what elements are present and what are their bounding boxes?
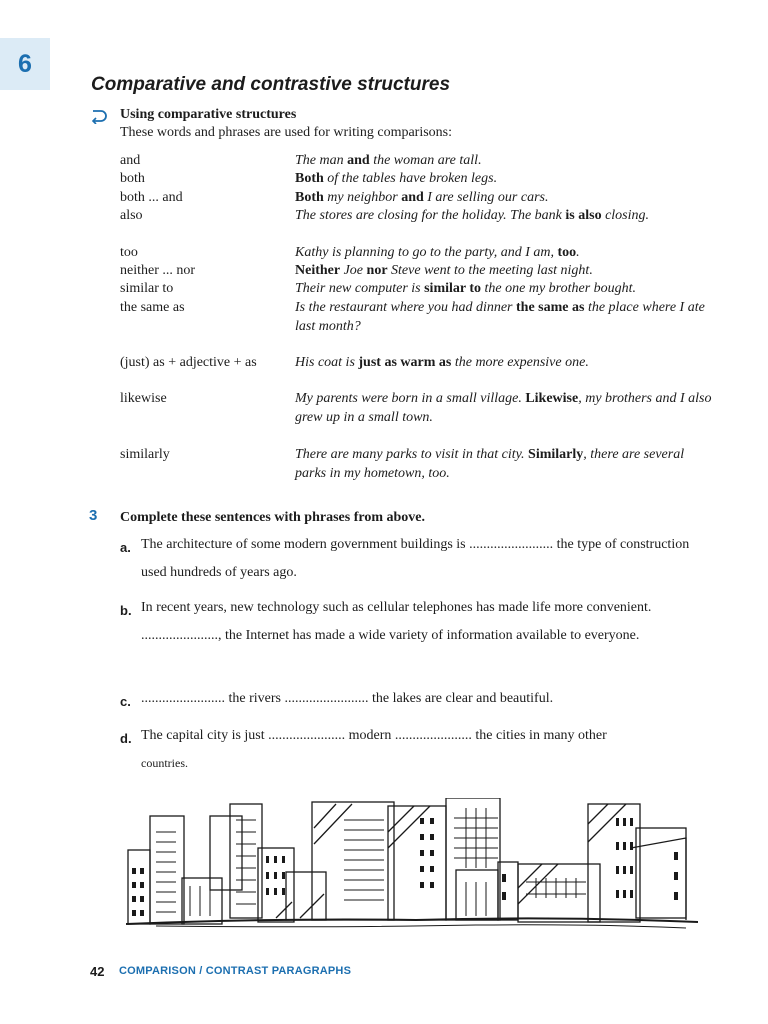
exercise-item-letter: d. xyxy=(120,731,132,746)
structure-example: The stores are closing for the holiday. The bank is also closing. xyxy=(295,208,650,223)
exercise-item-letter: b. xyxy=(120,603,132,618)
structure-term: (just) as + adjective + as xyxy=(120,355,257,370)
structure-example: Neither Joe nor Steve went to the meeting last night. xyxy=(295,263,593,278)
structure-example: My parents were born in a small village. Likewise, my brothers and I also grew up in a small town. xyxy=(295,391,712,425)
structure-example: Both of the tables have broken legs. xyxy=(295,171,498,186)
structure-term: and xyxy=(120,153,141,168)
structure-term: likewise xyxy=(120,391,167,406)
chapter-tab xyxy=(0,38,50,90)
structure-term: similarly xyxy=(120,447,170,462)
exercise-item-text-end: countries. xyxy=(141,755,188,770)
chapter-number: 6 xyxy=(18,49,32,78)
structure-term: also xyxy=(120,208,143,223)
structure-example: Both my neighbor and I are selling our cars. xyxy=(295,190,549,205)
exercise-item-text: The architecture of some modern government buildings is ........................ the type of construction used hundreds of years ago. xyxy=(141,537,690,580)
exercise-number: 3 xyxy=(89,507,98,524)
structure-term: neither ... nor xyxy=(120,263,196,278)
structure-example: There are many parks to visit in that city. Similarly, there are several parks in my hometown, too. xyxy=(295,447,685,481)
page-title: Comparative and contrastive structures xyxy=(91,74,451,95)
exercise-item-text-main: The capital city is just ...................... modern ...................... the cities in many other xyxy=(141,728,607,743)
exercise-item-letter: a. xyxy=(120,540,131,555)
structure-term: similar to xyxy=(120,281,174,296)
exercise-instruction: Complete these sentences with phrases from above. xyxy=(120,510,425,525)
structure-example: His coat is just as warm as the more expensive one. xyxy=(295,355,589,370)
footer-section-title: COMPARISON / CONTRAST PARAGRAPHS xyxy=(119,965,352,977)
city-skyline-illustration xyxy=(126,798,698,936)
page-number: 42 xyxy=(90,964,105,979)
structure-term: too xyxy=(120,245,138,260)
curved-arrow-icon xyxy=(90,108,110,124)
exercise-item-text: ........................ the rivers ........................ the lakes are clear and beautiful. xyxy=(141,691,554,706)
structure-term: the same as xyxy=(120,300,185,315)
structure-example: Their new computer is similar to the one my brother bought. xyxy=(295,281,637,296)
exercise-item-text xyxy=(141,722,701,777)
section-heading: Using comparative structures xyxy=(120,107,297,122)
structure-example: Kathy is planning to go to the party, and I am, too. xyxy=(295,245,580,260)
structure-example: Is the restaurant where you had dinner the same as the place where I ate last month? xyxy=(295,300,705,334)
section-intro: These words and phrases are used for writing comparisons: xyxy=(120,125,453,140)
structure-example: The man and the woman are tall. xyxy=(295,153,482,168)
exercise-item-letter: c. xyxy=(120,694,131,709)
exercise-item-text: In recent years, new technology such as cellular telephones has made life more convenient. ......................, the Internet has made a wide variety of information available to everyone. xyxy=(141,600,652,643)
structure-term: both ... and xyxy=(120,190,183,205)
structure-term: both xyxy=(120,171,145,186)
